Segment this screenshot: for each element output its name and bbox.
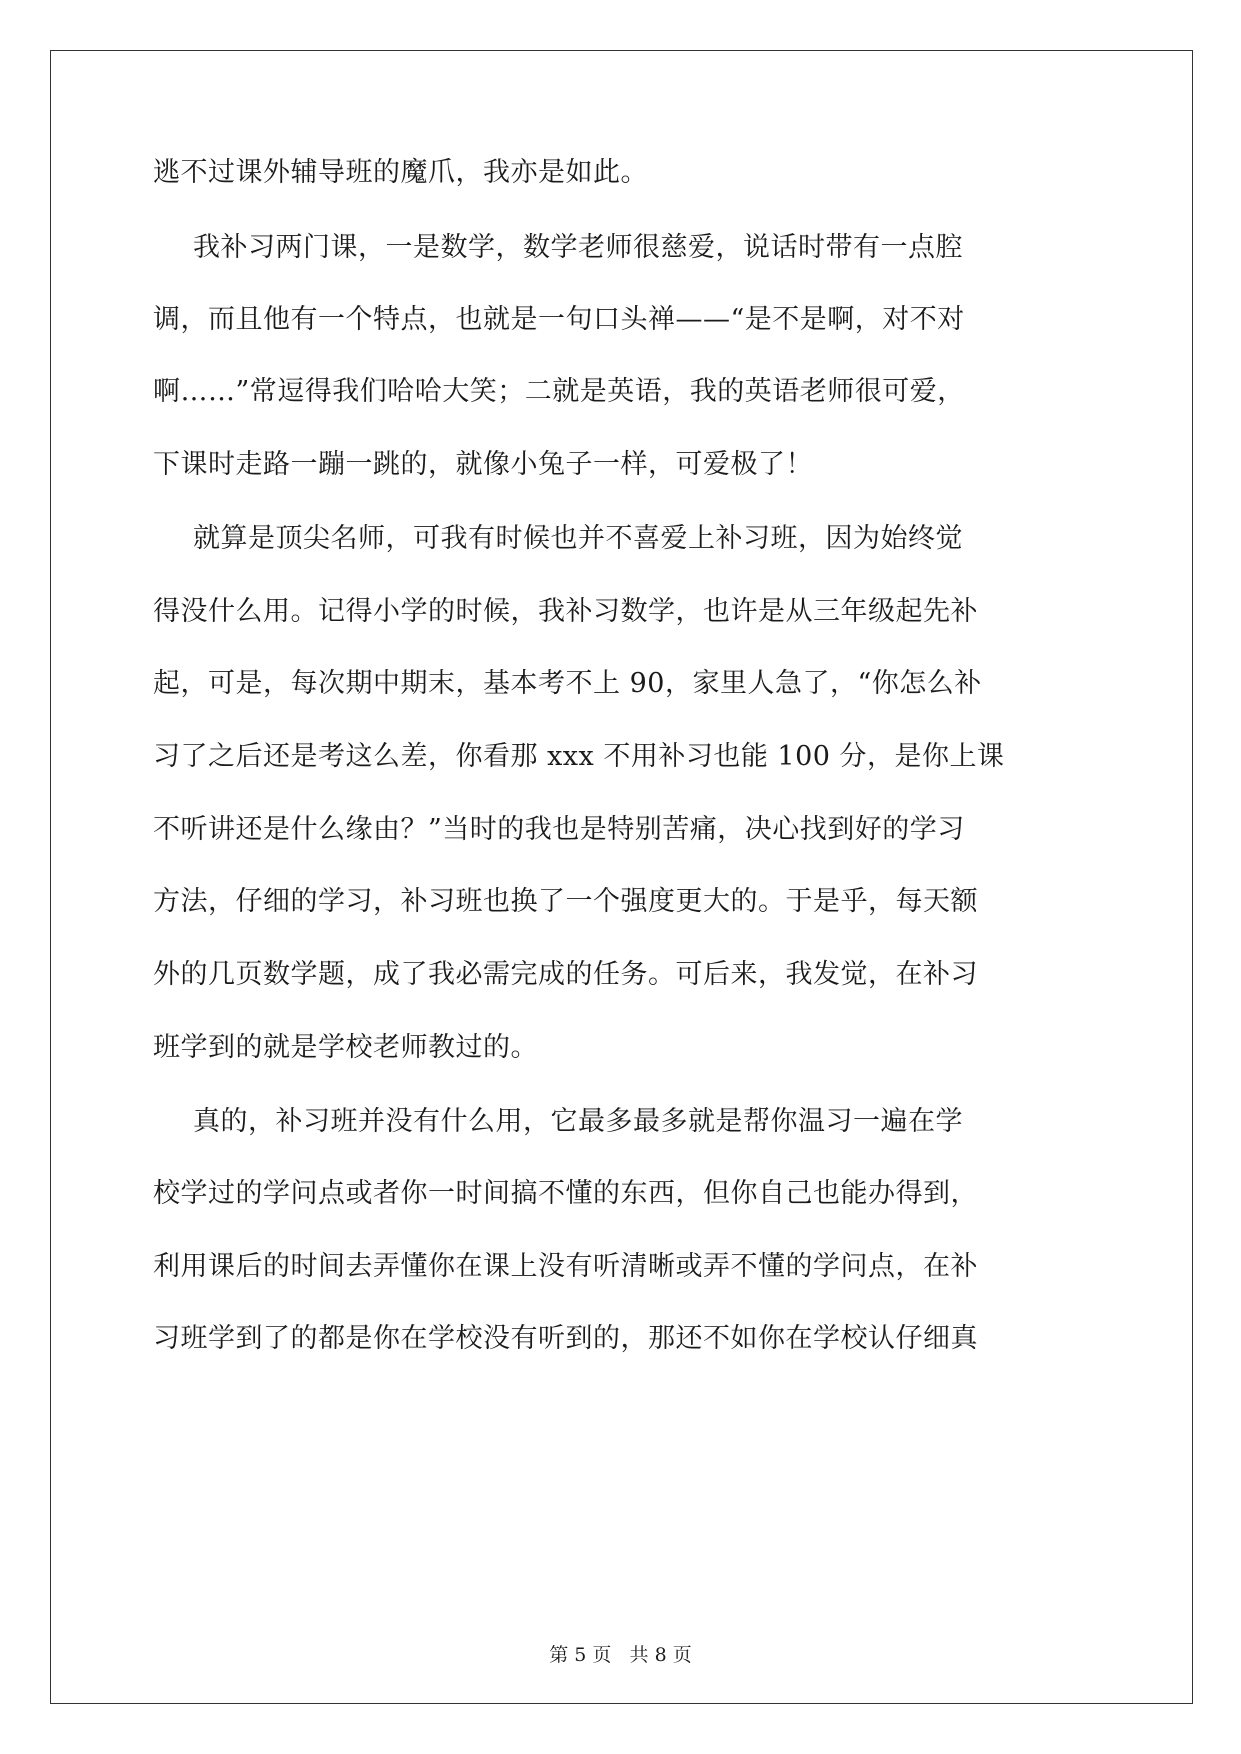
text-line: 逃不过课外辅导班的魔爪，我亦是如此。 <box>153 157 648 188</box>
page-border <box>50 50 1193 1704</box>
text-line: 起，可是，每次期中期末，基本考不上 90，家里人急了，“你怎么补 <box>153 668 982 699</box>
text-line: 得没什么用。记得小学的时候，我补习数学，也许是从三年级起先补 <box>153 596 978 627</box>
text-line: 就算是顶尖名师，可我有时候也并不喜爱上补习班，因为始终觉 <box>193 523 963 554</box>
text-line: 习班学到了的都是你在学校没有听到的，那还不如你在学校认仔细真 <box>153 1323 978 1354</box>
page-number-footer: 第 5 页 共 8 页 <box>549 1644 692 1666</box>
text-line: 外的几页数学题，成了我必需完成的任务。可后来，我发觉，在补习 <box>153 959 978 990</box>
text-line: 调，而且他有一个特点，也就是一句口头禅——“是不是啊，对不对 <box>153 304 965 335</box>
text-line: 下课时走路一蹦一跳的，就像小兔子一样，可爱极了！ <box>153 449 813 480</box>
text-line: 我补习两门课，一是数学，数学老师很慈爱，说话时带有一点腔 <box>193 232 963 263</box>
text-line: 利用课后的时间去弄懂你在课上没有听清晰或弄不懂的学问点，在补 <box>153 1251 978 1282</box>
text-line: 习了之后还是考这么差，你看那 xxx 不用补习也能 100 分，是你上课 <box>153 741 1005 772</box>
text-line: 校学过的学问点或者你一时间搞不懂的东西，但你自己也能办得到， <box>153 1178 978 1209</box>
text-line: 真的，补习班并没有什么用，它最多最多就是帮你温习一遍在学 <box>193 1106 963 1137</box>
text-line: 方法，仔细的学习，补习班也换了一个强度更大的。于是乎，每天额 <box>153 886 978 917</box>
text-line: 班学到的就是学校老师教过的。 <box>153 1032 538 1063</box>
text-line: 不听讲还是什么缘由？”当时的我也是特别苦痛，决心找到好的学习 <box>153 814 965 845</box>
text-line: 啊……”常逗得我们哈哈大笑；二就是英语，我的英语老师很可爱， <box>153 376 965 407</box>
